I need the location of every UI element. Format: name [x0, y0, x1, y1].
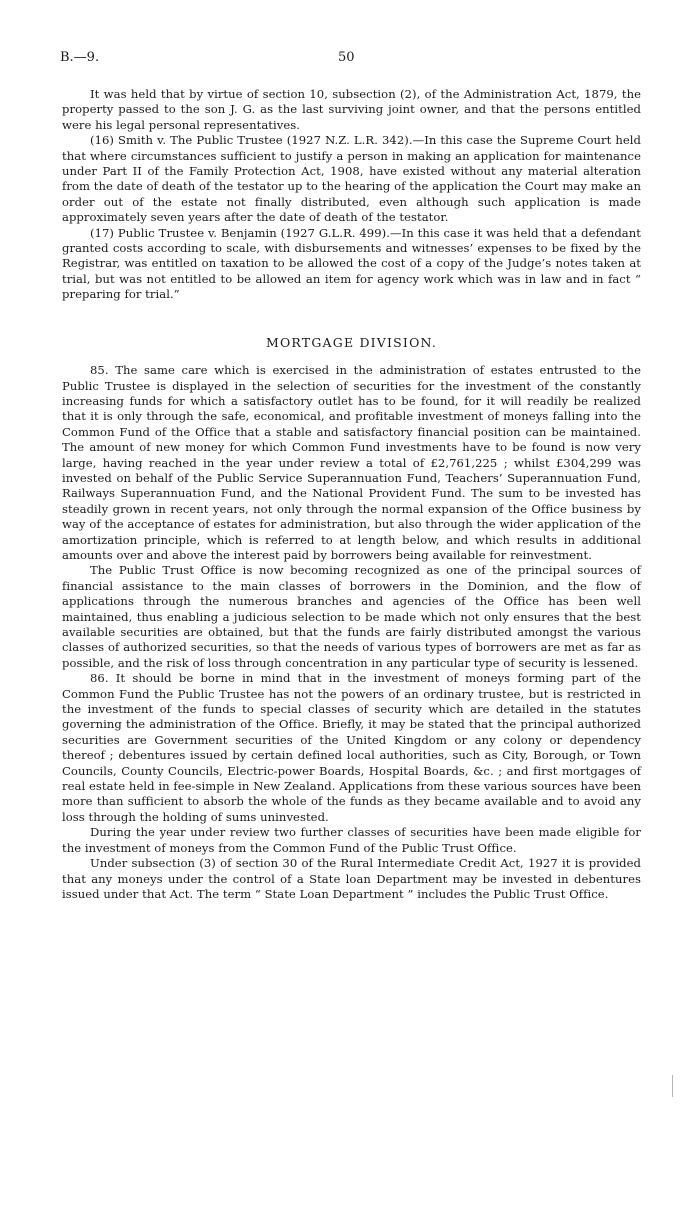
paragraph-85: 85. The same care which is exercised in the administration of estates entrusted to the Public Trustee is displayed in the selection of securities for the investment of the constantly increasing funds for which a satisfactory outlet has to be found, for it will readily be realized that it is only through the safe, economical, and profitable investment of moneys falling into the Common Fund of the Office that a stable and satisfactory financial position can be maintained. The amount of new money for which Common Fund investments have to be found is now very large, having reached in the year under review a total of £2,761,225 ; whilst £304,299 was invested on behalf of the Public Service Superannuation Fund, Teachers’ Superannuation Fund, Railways Superannuation Fund, and the National Provident Fund. The sum to be invested has steadily grown in recent years, not only through the normal expansion of the Office business by way of the acceptance of estates for administration, but also through the wider application of the amortization principle, which is referred to at length below, and which results in additional amounts over and above the interest paid by borrowers being available for reinvestment.	[62, 363, 641, 562]
paragraph-case-17: (17) Public Trustee v. Benjamin (1927 G.L.R. 499).—In this case it was held that a defendant granted costs according to scale, with disbursements and witnesses’ expenses to be fixed by the Registrar, was entitled on taxation to be allowed the cost of a copy of the Judge’s notes taken at trial, but was not entitled to be allowed an item for agency work which was in law and in fact “ preparing for trial.”	[62, 225, 641, 302]
document-reference: B.—9.	[60, 50, 100, 65]
paragraph-financial-assistance: The Public Trust Office is now becoming recognized as one of the principal sources of financial assistance to the main classes of borrowers in the Dominion, and the flow of applications through the numerous branches and agencies of the Office has been well maintained, thus enabling a judicious selection to be made which not only ensures that the best available securities are obtained, but that the funds are fairly distributed amongst the various classes of authorized securities, so that the needs of various types of borrowers are met as far as possible, and the risk of loss through concentration in any particular type of security is lessened.	[62, 563, 641, 670]
page-header	[62, 50, 641, 72]
paragraph-case-16: (16) Smith v. The Public Trustee (1927 N.Z. L.R. 342).—In this case the Supreme Court held that where circumstances sufficient to justify a person in making an application for maintenance under Part II of the Family Protection Act, 1908, have existed without any material alteration from the date of death of the testator up to the hearing of the application the Court may make an order out of the estate not finally distributed, even although such application is made approximately seven years after the date of death of the testator.	[62, 133, 641, 225]
paragraph-further-classes: During the year under review two further classes of securities have been made eligible for the investment of moneys from the Common Fund of the Public Trust Office.	[62, 825, 641, 855]
paragraph-rural-credit-act: Under subsection (3) of section 30 of the Rural Intermediate Credit Act, 1927 it is provided that any moneys under the control of a State loan Department may be invested in debentures issued under that Act. The term “ State Loan Department ” includes the Public Trust Office.	[62, 856, 641, 901]
document-page	[62, 50, 641, 902]
section-heading: MORTGAGE DIVISION.	[265, 334, 438, 350]
scan-edge-mark	[672, 1075, 673, 1097]
paragraph-held-by-virtue: It was held that by virtue of section 10, subsection (2), of the Administration Act, 1879, the property passed to the son J. G. as the last surviving joint owner, and that the persons entitled were his legal personal representatives.	[62, 87, 641, 132]
body-text	[62, 87, 641, 902]
page-number: 50	[338, 50, 355, 65]
paragraph-86: 86. It should be borne in mind that in the investment of moneys forming part of the Common Fund the Public Trustee has not the powers of an ordinary trustee, but is restricted in the investment of the funds to special classes of security which are detailed in the statutes governing the administration of the Office. Briefly, it may be stated that the principal authorized securities are Government securities of the United Kingdom or any colony or dependency thereof ; debentures issued by certain defined local authorities, such as City, Borough, or Town Councils, County Councils, Electric-power Boards, Hospital Boards, &c. ; and first mortgages of real estate held in fee-simple in New Zealand. Applications from these various sources have been more than sufficient to absorb the whole of the funds as they became available and to avoid any loss through the holding of sums uninvested.	[62, 671, 641, 824]
